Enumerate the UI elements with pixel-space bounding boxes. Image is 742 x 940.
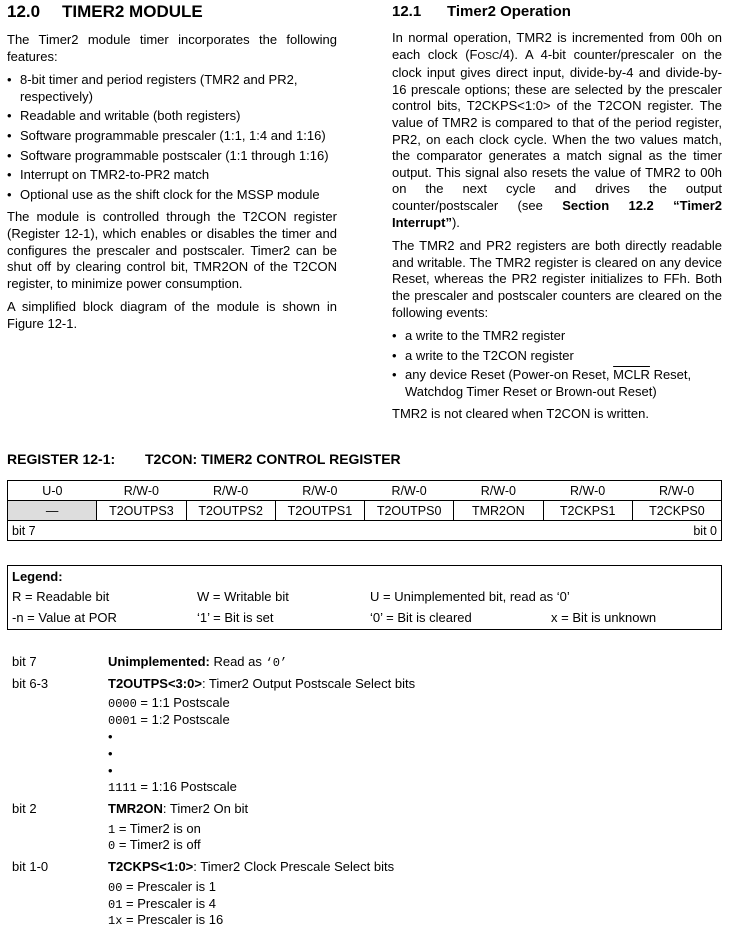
- option-text: = Timer2 is on: [115, 821, 201, 836]
- list-item: • Software programmable postscaler (1:1 through 1:16): [7, 148, 337, 165]
- option-text: = Prescaler is 16: [122, 912, 224, 927]
- option-code: 1: [108, 823, 116, 837]
- subscript-osc: OSC: [477, 50, 500, 62]
- intro-paragraph: The Timer2 module timer incorporates the following features:: [7, 32, 337, 64]
- section-title: TIMER2 MODULE: [62, 2, 203, 21]
- option-line: [108, 779, 237, 796]
- text-run: : Timer2 Clock Prescale Select bits: [193, 859, 395, 874]
- list-item: • Interrupt on TMR2-to-PR2 match: [7, 167, 337, 184]
- access-cell: R/W-0: [454, 481, 543, 501]
- ellipsis-dot: •: [108, 729, 113, 744]
- bit-low-label: bit 0: [365, 521, 722, 541]
- text-run: : Timer2 Output Postscale Select bits: [201, 676, 416, 691]
- bit-name-cell: TMR2ON: [454, 501, 543, 521]
- option-code: 1x: [108, 914, 123, 928]
- bit-index-row: [8, 521, 722, 541]
- option-line: [108, 837, 201, 854]
- legend-unknown: x = Bit is unknown: [551, 610, 657, 625]
- ellipsis-dot: •: [108, 746, 113, 761]
- option-code: 0001: [108, 714, 137, 728]
- note-paragraph: TMR2 is not cleared when T2CON is written.: [392, 406, 649, 422]
- registers-paragraph: The TMR2 and PR2 registers are both directly readable and writable. The TMR2 register is cleared on any device Reset, whereas the PR2 register initializes to FFh. Both the prescaler and postscaler counters are cleared on the following events:: [392, 238, 722, 320]
- access-cell: R/W-0: [186, 481, 275, 501]
- legend-writable: W = Writable bit: [197, 589, 289, 604]
- list-item: • Readable and writable (both registers): [7, 108, 337, 125]
- option-line: [108, 821, 201, 838]
- option-line: [108, 896, 216, 913]
- legend-por: -n = Value at POR: [12, 610, 117, 625]
- list-item: • a write to the T2CON register: [392, 348, 722, 365]
- bit2-description: [108, 801, 248, 817]
- legend-set: ‘1’ = Bit is set: [197, 610, 274, 625]
- events-list: [392, 328, 722, 400]
- bit63-label: bit 6-3: [12, 676, 49, 691]
- ellipsis-dot: •: [108, 763, 113, 778]
- operation-paragraph: [392, 30, 722, 231]
- bit-name-cell: T2OUTPS1: [275, 501, 364, 521]
- option-line: [108, 695, 230, 712]
- legend-title: Legend:: [12, 569, 63, 584]
- subsection-title: Timer2 Operation: [447, 3, 571, 20]
- bit-name-cell: T2OUTPS2: [186, 501, 275, 521]
- option-text: = 1:1 Postscale: [136, 695, 230, 710]
- option-line: [108, 712, 230, 729]
- section-reference: Section 12.2 “Timer2 Interrupt”: [392, 197, 723, 230]
- access-cell: R/W-0: [97, 481, 186, 501]
- list-item: • Optional use as the shift clock for the MSSP module: [7, 187, 337, 204]
- subsection-heading: [392, 3, 722, 21]
- option-code: 1111: [108, 781, 137, 795]
- subsection-number: 12.1: [392, 3, 422, 20]
- access-row: [8, 481, 722, 501]
- text-run: ).: [451, 214, 460, 230]
- option-text: = Prescaler is 4: [122, 896, 216, 911]
- option-text: = 1:2 Postscale: [136, 712, 230, 727]
- control-paragraph: The module is controlled through the T2CON register (Register 12-1), which enables or disables the timer and configures the prescaler and postscaler. Timer2 can be shut off by clearing control bit, TMR2ON of the T2CON register, to minimize power consumption.: [7, 209, 337, 291]
- register-name: T2CON: TIMER2 CONTROL REGISTER: [145, 451, 401, 467]
- section-heading: [7, 2, 337, 22]
- bit63-description: [108, 676, 415, 692]
- bit7-name: Unimplemented:: [108, 654, 210, 669]
- left-column: [7, 0, 337, 340]
- option-code: 00: [108, 881, 123, 895]
- option-line: [108, 912, 223, 929]
- legend-box: [7, 565, 722, 630]
- diagram-reference-paragraph: A simplified block diagram of the module is shown in Figure 12-1.: [7, 299, 337, 331]
- legend-readable: R = Readable bit: [12, 589, 110, 604]
- option-code: 0: [108, 839, 116, 853]
- access-cell: R/W-0: [543, 481, 632, 501]
- option-text: = Prescaler is 1: [122, 879, 216, 894]
- register-number: REGISTER 12-1:: [7, 451, 116, 467]
- bit2-name: TMR2ON: [108, 801, 163, 816]
- option-code: 0000: [108, 697, 137, 711]
- list-item: • 8-bit timer and period registers (TMR2 and PR2, respectively): [7, 72, 337, 105]
- bit-name-cell: T2OUTPS0: [365, 501, 454, 521]
- bit-name-cell: —: [8, 501, 97, 521]
- option-code: 01: [108, 898, 123, 912]
- bit7-value: ‘0’: [265, 656, 288, 670]
- register-table: [7, 480, 722, 541]
- access-cell: U-0: [8, 481, 97, 501]
- right-column: [392, 0, 722, 430]
- option-line: [108, 879, 216, 896]
- text-run: Reset, Watchdog Timer Reset or Brown-out Reset): [405, 367, 692, 399]
- bit10-label: bit 1-0: [12, 859, 49, 874]
- access-cell: R/W-0: [275, 481, 364, 501]
- list-item: • a write to the TMR2 register: [392, 328, 722, 345]
- access-cell: R/W-0: [365, 481, 454, 501]
- bit10-description: [108, 859, 394, 875]
- list-item: [392, 367, 722, 400]
- feature-list: [7, 72, 337, 203]
- bit-name-cell: T2OUTPS3: [97, 501, 186, 521]
- section-number: 12.0: [7, 2, 41, 21]
- bit10-name: T2CKPS<1:0>: [108, 859, 194, 874]
- bit-name-cell: T2CKPS0: [632, 501, 721, 521]
- bit-high-label: bit 7: [8, 521, 365, 541]
- list-item: • Software programmable prescaler (1:1, 1:4 and 1:16): [7, 128, 337, 145]
- text-run: In normal operation, TMR2 is incremented from 00h on each clock (F: [392, 30, 722, 62]
- bit-name-cell: T2CKPS1: [543, 501, 632, 521]
- option-text: = 1:16 Postscale: [136, 779, 237, 794]
- text-run: /4). A 4-bit counter/prescaler on the clock input gives direct input, divide-by-4 and divide-by-16 prescale options; these are selected by the prescaler control bits, T2CKPS<1:0> of the T2CON register. The value of TMR2 is compared to that of the period register, PR2, on each clock cycle. When the two values match, the comparator generates a match signal as the timer output. This signal also resets the value of TMR2 to 00h on the next cycle and drives the output counter/postscaler (see: [392, 46, 722, 213]
- option-text: = Timer2 is off: [115, 837, 201, 852]
- text-run: Read as: [209, 654, 266, 669]
- legend-unimplemented: U = Unimplemented bit, read as ‘0’: [370, 589, 570, 604]
- register-title: [7, 451, 401, 467]
- bit7-label: bit 7: [12, 654, 37, 669]
- access-cell: R/W-0: [632, 481, 721, 501]
- mclr-overline: MCLR: [613, 367, 650, 383]
- legend-cleared: ‘0’ = Bit is cleared: [370, 610, 472, 625]
- text-run: : Timer2 On bit: [162, 801, 249, 816]
- bit63-name: T2OUTPS<3:0>: [108, 676, 202, 691]
- text-run: any device Reset (Power-on Reset,: [405, 367, 614, 383]
- bit7-description: [108, 654, 287, 671]
- bit2-label: bit 2: [12, 801, 37, 816]
- bit-names-row: [8, 501, 722, 521]
